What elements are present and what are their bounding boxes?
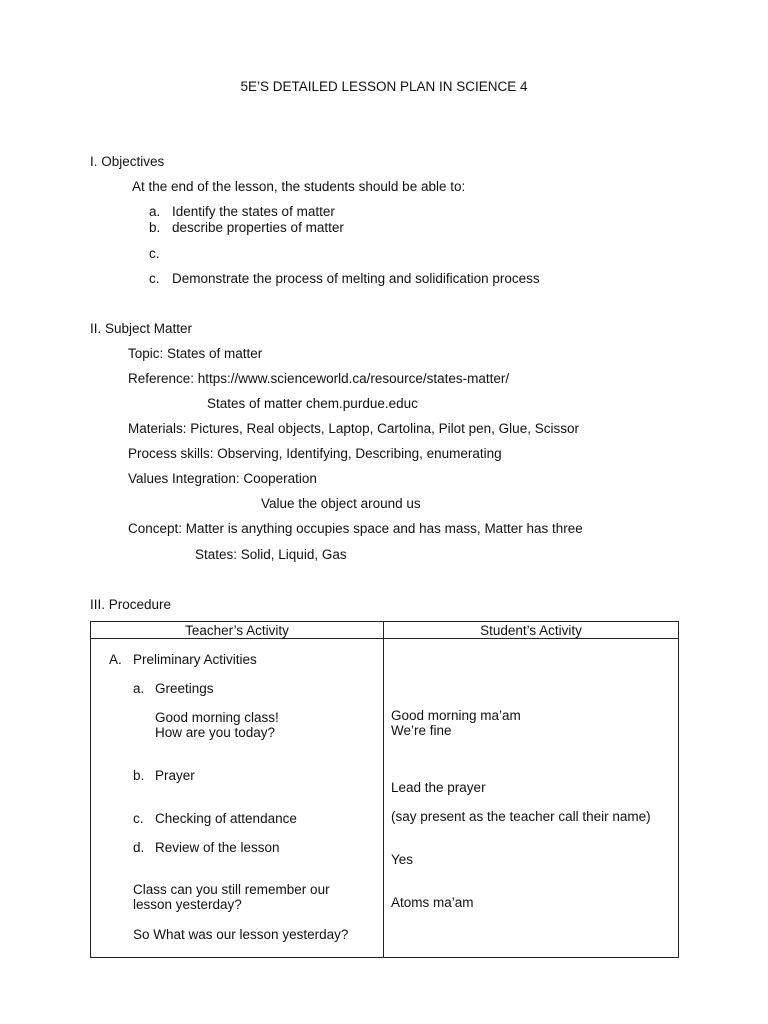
reference-line-2: States of matter chem.purdue.educ xyxy=(207,396,418,411)
student-response: (say present as the teacher call their name) xyxy=(391,809,651,824)
prayer-item: Prayer xyxy=(155,768,195,783)
list-marker: A. xyxy=(109,652,122,667)
objective-text: describe properties of matter xyxy=(172,220,344,235)
objective-marker: c. xyxy=(149,246,160,261)
teacher-question: Class can you still remember our xyxy=(133,882,330,897)
objective-marker: a. xyxy=(149,204,161,219)
attendance-item: Checking of attendance xyxy=(155,811,297,826)
preliminary-activities: Preliminary Activities xyxy=(133,652,257,667)
student-response: Good morning ma’am xyxy=(391,708,521,723)
student-response: Lead the prayer xyxy=(391,780,486,795)
objectives-heading: I. Objectives xyxy=(90,154,165,169)
concept-line-2: States: Solid, Liquid, Gas xyxy=(195,547,347,562)
student-response: Atoms ma’am xyxy=(391,895,474,910)
teacher-question: lesson yesterday? xyxy=(133,897,242,912)
objective-marker: c. xyxy=(149,271,160,286)
values-line: Values Integration: Cooperation xyxy=(128,471,317,486)
objective-text: Identify the states of matter xyxy=(172,204,335,219)
procedure-table xyxy=(90,621,679,958)
teacher-activity-cell xyxy=(91,639,384,958)
student-activity-cell xyxy=(384,639,679,958)
page-title: 5E’S DETAILED LESSON PLAN IN SCIENCE 4 xyxy=(240,79,528,94)
reference-line: Reference: https://www.scienceworld.ca/resource/states-matter/ xyxy=(128,371,510,386)
student-response: Yes xyxy=(391,852,414,867)
review-item: Review of the lesson xyxy=(155,840,280,855)
list-marker: d. xyxy=(133,840,145,855)
list-marker: c. xyxy=(133,811,144,826)
objective-text: Demonstrate the process of melting and solidification process xyxy=(172,271,540,286)
values-line-2: Value the object around us xyxy=(261,496,421,511)
student-activity-header: Student’s Activity xyxy=(384,622,679,639)
list-marker: b. xyxy=(133,768,145,783)
subject-matter-heading: II. Subject Matter xyxy=(90,321,193,336)
teacher-greeting: How are you today? xyxy=(155,725,276,740)
topic-line: Topic: States of matter xyxy=(128,346,263,361)
teacher-greeting: Good morning class! xyxy=(155,710,279,725)
student-response: We’re fine xyxy=(391,723,452,738)
materials-line: Materials: Pictures, Real objects, Laptop, Cartolina, Pilot pen, Glue, Scissor xyxy=(128,421,579,436)
process-skills-line: Process skills: Observing, Identifying, Describing, enumerating xyxy=(128,446,502,461)
objective-marker: b. xyxy=(149,220,161,235)
greetings-item: Greetings xyxy=(155,681,214,696)
concept-line: Concept: Matter is anything occupies space and has mass, Matter has three xyxy=(128,521,583,536)
list-marker: a. xyxy=(133,681,145,696)
teacher-question: So What was our lesson yesterday? xyxy=(133,927,349,942)
teacher-activity-header: Teacher’s Activity xyxy=(91,622,384,639)
objectives-intro: At the end of the lesson, the students should be able to: xyxy=(132,179,466,194)
procedure-heading: III. Procedure xyxy=(90,597,172,612)
